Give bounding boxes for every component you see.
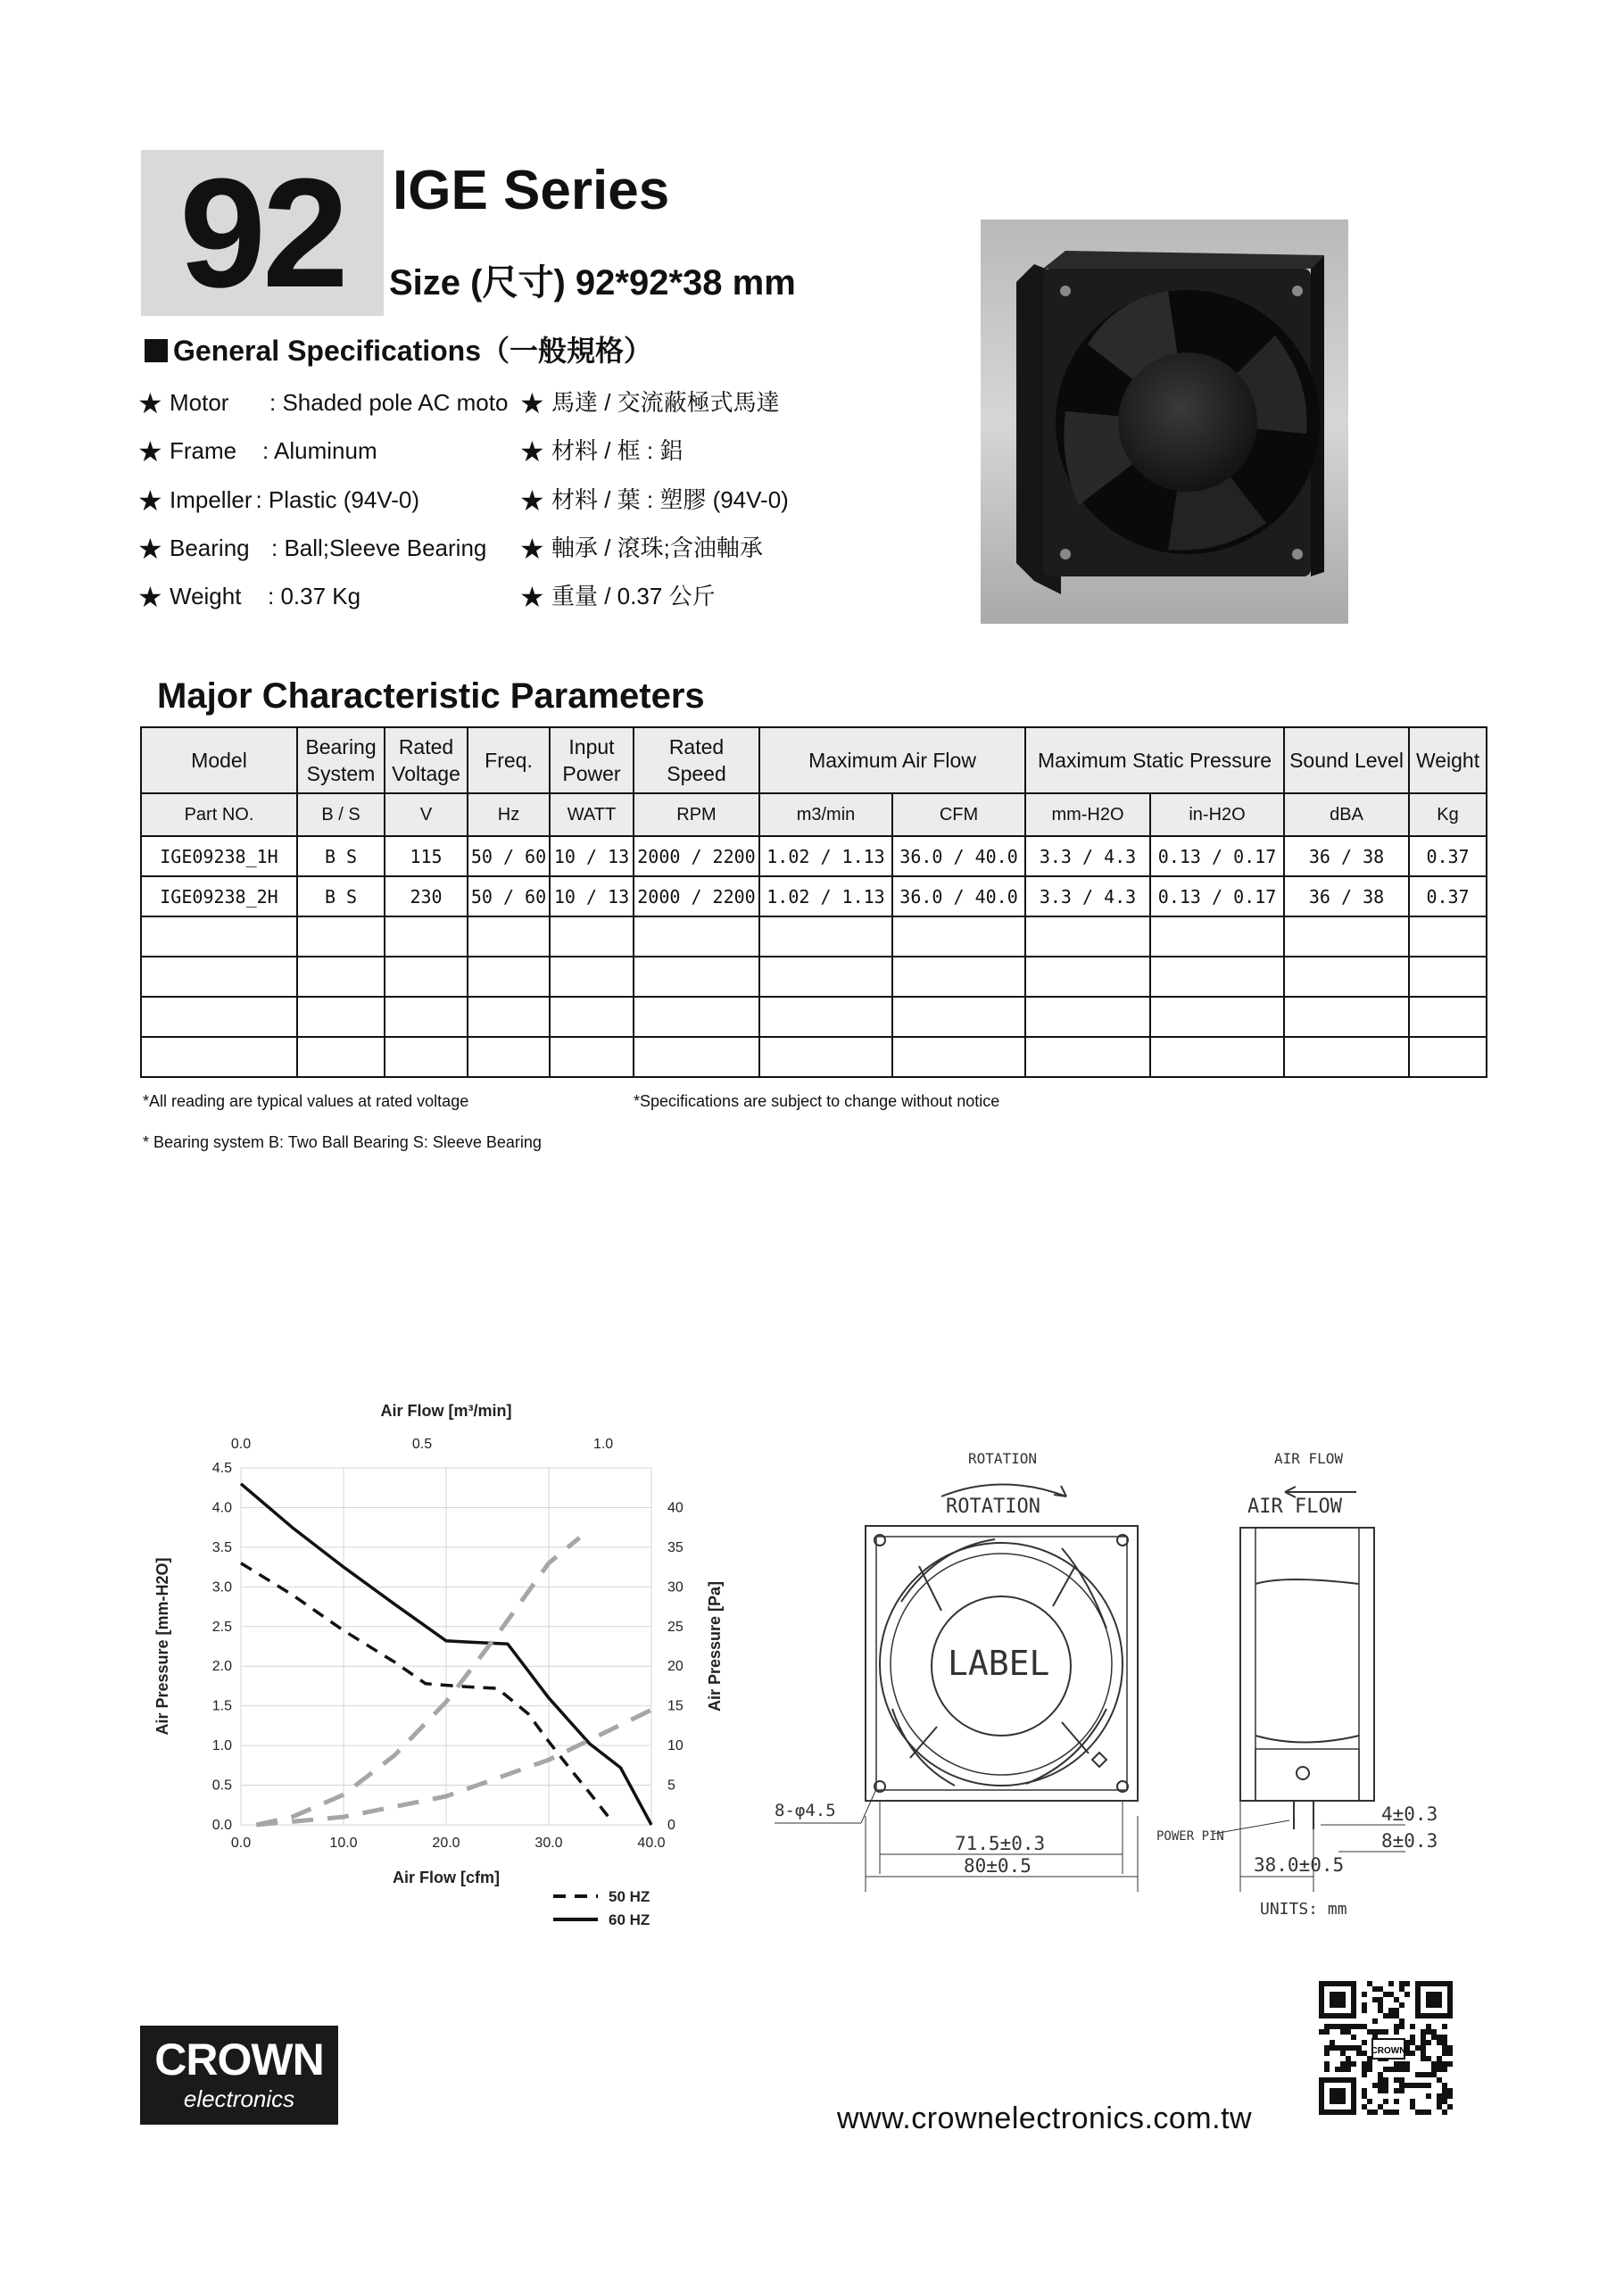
y-tick-label: 0.5 bbox=[211, 1778, 232, 1794]
empty-table-row bbox=[141, 997, 1487, 1037]
y2-tick-label: 10 bbox=[667, 1738, 684, 1754]
y-tick-label: 4.0 bbox=[211, 1500, 232, 1516]
col-voltage bbox=[385, 727, 468, 793]
note-bearing: * Bearing system B: Two Ball Bearing S: Sleeve Bearing bbox=[143, 1133, 542, 1151]
table-cell: 0.13 / 0.17 bbox=[1150, 876, 1284, 916]
unit-cell: mm-H2O bbox=[1025, 793, 1150, 836]
table-cell: 3.3 / 4.3 bbox=[1025, 876, 1150, 916]
table-cell bbox=[141, 957, 297, 997]
table-body bbox=[141, 836, 1487, 1077]
spec-bearing bbox=[137, 533, 487, 565]
table-cell: 36.0 / 40.0 bbox=[892, 876, 1025, 916]
table-cell: 2000 / 2200 bbox=[634, 836, 759, 876]
x-tick-label: 30.0 bbox=[534, 1836, 563, 1851]
col-bearing-line1: Bearing bbox=[305, 735, 377, 758]
table-cell: 2000 / 2200 bbox=[634, 876, 759, 916]
table-cell: 3.3 / 4.3 bbox=[1025, 836, 1150, 876]
top-tick-label: 0.0 bbox=[230, 1437, 252, 1452]
power-pin-label: POWER PIN bbox=[1156, 1829, 1224, 1844]
spec-motor bbox=[137, 389, 508, 417]
table-cell bbox=[892, 957, 1025, 997]
col-speed bbox=[634, 727, 759, 793]
table-cell: 230 bbox=[385, 876, 468, 916]
table-cell bbox=[759, 957, 892, 997]
col-bearing bbox=[297, 727, 385, 793]
spec-label: Bearing bbox=[170, 535, 250, 561]
series-number: 92 bbox=[179, 145, 345, 319]
table-cell bbox=[759, 916, 892, 957]
size-line: Size (尺寸) 92*92*38 mm bbox=[389, 263, 796, 303]
col-voltage-line2: Voltage bbox=[392, 762, 460, 785]
table-cell: 36 / 38 bbox=[1284, 836, 1409, 876]
note-change: *Specifications are subject to change without notice bbox=[634, 1092, 1000, 1110]
star-icon: ★ bbox=[519, 485, 545, 517]
star-icon: ★ bbox=[519, 581, 545, 613]
y2-axis-label: Air Pressure [Pa] bbox=[706, 1580, 724, 1712]
unit-cell: CFM bbox=[892, 793, 1025, 836]
table-cell: 0.37 bbox=[1409, 836, 1487, 876]
table-cell bbox=[550, 997, 634, 1037]
table-cell bbox=[1284, 997, 1409, 1037]
rotation-label: ROTATION bbox=[946, 1496, 1040, 1518]
table-cell: 36 / 38 bbox=[1284, 876, 1409, 916]
logo-sub: electronics bbox=[183, 2085, 295, 2112]
top-tick-label: 1.0 bbox=[592, 1437, 614, 1452]
table-cell: IGE09238_1H bbox=[141, 836, 297, 876]
y-tick-label: 3.5 bbox=[211, 1539, 232, 1555]
y-axis-label: Air Pressure [mm-H2O] bbox=[153, 1557, 171, 1736]
spec-frame bbox=[137, 435, 377, 468]
units-label: UNITS: mm bbox=[1260, 1900, 1347, 1919]
y2-tick-label: 30 bbox=[667, 1579, 684, 1596]
table-cell bbox=[759, 997, 892, 1037]
spec-label: Impeller bbox=[170, 486, 253, 513]
x-tick-label: 0.0 bbox=[230, 1836, 252, 1851]
table-cell: 1.02 / 1.13 bbox=[759, 876, 892, 916]
unit-cell: Hz bbox=[468, 793, 550, 836]
table-cell bbox=[297, 916, 385, 957]
table-cell: 50 / 60 bbox=[468, 836, 550, 876]
unit-cell: V bbox=[385, 793, 468, 836]
airflow-label: AIR FLOW bbox=[1247, 1496, 1342, 1518]
spec-weight bbox=[137, 581, 361, 613]
table-cell bbox=[634, 1037, 759, 1077]
table-cell: 0.13 / 0.17 bbox=[1150, 836, 1284, 876]
y2-tick-label: 40 bbox=[667, 1500, 684, 1516]
star-icon: ★ bbox=[137, 533, 163, 565]
table-cell bbox=[1284, 1037, 1409, 1077]
fan-photo bbox=[981, 220, 1348, 624]
col-freq: Freq. bbox=[468, 727, 550, 793]
table-cell bbox=[468, 916, 550, 957]
table-cell bbox=[385, 997, 468, 1037]
empty-table-row bbox=[141, 1037, 1487, 1077]
unit-cell: B / S bbox=[297, 793, 385, 836]
col-weight: Weight bbox=[1409, 727, 1487, 793]
col-speed-line1: Rated bbox=[668, 735, 725, 758]
y-tick-label: 1.0 bbox=[211, 1738, 232, 1754]
holes-dim: 8-φ4.5 bbox=[775, 1801, 836, 1820]
pq-chart bbox=[143, 1397, 732, 1950]
spec-motor-zh bbox=[519, 389, 780, 417]
table-cell bbox=[297, 1037, 385, 1077]
table-cell: B S bbox=[297, 836, 385, 876]
table-cell bbox=[141, 1037, 297, 1077]
pin-dim-2: 8±0.3 bbox=[1381, 1830, 1438, 1852]
airflow-small: AIR FLOW bbox=[1274, 1450, 1344, 1467]
table-cell bbox=[1150, 916, 1284, 957]
table-cell: 10 / 13 bbox=[550, 876, 634, 916]
table-cell: 115 bbox=[385, 836, 468, 876]
y2-tick-label: 15 bbox=[667, 1698, 684, 1714]
label-text: LABEL bbox=[948, 1644, 1050, 1683]
col-speed-line2: Speed bbox=[667, 762, 726, 785]
square-bullet-icon bbox=[145, 339, 168, 362]
logo-name: CROWN bbox=[154, 2035, 324, 2085]
y-tick-label: 0.0 bbox=[211, 1818, 232, 1833]
table-cell: 10 / 13 bbox=[550, 836, 634, 876]
table-unit-row bbox=[141, 793, 1487, 836]
spec-label: Motor bbox=[170, 389, 229, 416]
y-tick-label: 2.5 bbox=[211, 1619, 232, 1635]
unit-cell: dBA bbox=[1284, 793, 1409, 836]
depth-dim: 38.0±0.5 bbox=[1254, 1854, 1345, 1876]
star-icon: ★ bbox=[137, 485, 163, 517]
star-icon: ★ bbox=[519, 387, 545, 419]
unit-cell: m3/min bbox=[759, 793, 892, 836]
spec-impeller-zh bbox=[519, 485, 789, 517]
table-header-row bbox=[141, 727, 1487, 793]
spec-weight-zh bbox=[519, 581, 716, 613]
col-sound: Sound Level bbox=[1284, 727, 1409, 793]
table-cell: 50 / 60 bbox=[468, 876, 550, 916]
table-cell bbox=[634, 997, 759, 1037]
unit-cell: Kg bbox=[1409, 793, 1487, 836]
inner-dim: 71.5±0.3 bbox=[955, 1833, 1046, 1854]
table-cell: 0.37 bbox=[1409, 876, 1487, 916]
table-cell: 36.0 / 40.0 bbox=[892, 836, 1025, 876]
table-cell bbox=[385, 957, 468, 997]
table-cell bbox=[1150, 957, 1284, 997]
table-cell bbox=[1409, 916, 1487, 957]
spec-value: : 0.37 Kg bbox=[268, 583, 361, 609]
side-frame bbox=[1240, 1528, 1374, 1801]
star-icon: ★ bbox=[137, 581, 163, 613]
table-cell bbox=[759, 1037, 892, 1077]
params-table bbox=[140, 726, 1487, 1078]
company-logo bbox=[140, 2026, 338, 2125]
spec-bearing-zh bbox=[519, 533, 763, 565]
spec-zh-text: 重量 / 0.37 公斤 bbox=[551, 583, 716, 609]
qr-code bbox=[1317, 1972, 1454, 2128]
table-cell bbox=[550, 916, 634, 957]
table-cell bbox=[634, 916, 759, 957]
spec-value: : Ball;Sleeve Bearing bbox=[271, 535, 487, 561]
table-cell bbox=[1025, 916, 1150, 957]
legend-label: 60 HZ bbox=[609, 1911, 650, 1928]
table-cell bbox=[892, 916, 1025, 957]
unit-cell: RPM bbox=[634, 793, 759, 836]
y-tick-label: 2.0 bbox=[211, 1659, 232, 1675]
table-cell bbox=[1409, 997, 1487, 1037]
rotation-small: ROTATION bbox=[968, 1450, 1038, 1467]
table-cell: B S bbox=[297, 876, 385, 916]
table-cell bbox=[1409, 957, 1487, 997]
table-cell bbox=[1409, 1037, 1487, 1077]
top-axis-label: Air Flow [m³/min] bbox=[380, 1402, 512, 1420]
table-cell bbox=[1150, 1037, 1284, 1077]
y-tick-label: 4.5 bbox=[211, 1461, 232, 1476]
spec-label: Weight bbox=[170, 583, 242, 609]
qr-logo-text: CROWN bbox=[1371, 2046, 1406, 2056]
star-icon: ★ bbox=[137, 387, 163, 419]
params-title: Major Characteristic Parameters bbox=[157, 676, 705, 716]
general-specs-heading-text: General Specifications（一般規格） bbox=[173, 335, 653, 367]
unit-cell: WATT bbox=[550, 793, 634, 836]
general-specs-heading bbox=[145, 328, 652, 369]
table-cell bbox=[1284, 957, 1409, 997]
col-power bbox=[550, 727, 634, 793]
table-cell bbox=[468, 1037, 550, 1077]
star-icon: ★ bbox=[519, 533, 545, 565]
spec-value: : Aluminum bbox=[262, 437, 377, 464]
star-icon: ★ bbox=[519, 435, 545, 468]
spec-zh-text: 軸承 / 滾珠;含油軸承 bbox=[551, 535, 763, 561]
y2-tick-label: 5 bbox=[667, 1778, 675, 1794]
spec-value: : Plastic (94V-0) bbox=[255, 486, 419, 513]
table-cell bbox=[892, 997, 1025, 1037]
outer-dim: 80±0.5 bbox=[964, 1855, 1032, 1877]
y-tick-label: 1.5 bbox=[211, 1698, 232, 1714]
y2-tick-label: 35 bbox=[667, 1539, 684, 1555]
table-row bbox=[141, 876, 1487, 916]
table-cell bbox=[1025, 1037, 1150, 1077]
x-tick-label: 20.0 bbox=[432, 1836, 460, 1851]
legend-label: 50 HZ bbox=[609, 1888, 650, 1905]
table-cell bbox=[1150, 997, 1284, 1037]
table-cell bbox=[385, 916, 468, 957]
table-cell bbox=[892, 1037, 1025, 1077]
table-cell: IGE09238_2H bbox=[141, 876, 297, 916]
col-bearing-line2: System bbox=[306, 762, 376, 785]
star-icon: ★ bbox=[137, 435, 163, 468]
table-cell bbox=[1025, 957, 1150, 997]
table-cell bbox=[468, 997, 550, 1037]
y2-tick-label: 0 bbox=[667, 1818, 675, 1833]
y-tick-label: 3.0 bbox=[211, 1579, 232, 1596]
table-row bbox=[141, 836, 1487, 876]
spec-impeller bbox=[137, 485, 419, 517]
note-typical: *All reading are typical values at rated voltage bbox=[143, 1092, 469, 1110]
spec-frame-zh bbox=[519, 435, 684, 468]
x-axis-label: Air Flow [cfm] bbox=[393, 1869, 500, 1886]
series-title: IGE Series bbox=[393, 160, 670, 221]
empty-table-row bbox=[141, 957, 1487, 997]
website-link[interactable]: www.crownelectronics.com.tw bbox=[837, 2101, 1253, 2135]
y2-tick-label: 25 bbox=[667, 1619, 684, 1635]
table-cell bbox=[297, 957, 385, 997]
pin-dim-1: 4±0.3 bbox=[1381, 1803, 1438, 1825]
top-tick-label: 0.5 bbox=[411, 1437, 433, 1452]
table-cell bbox=[1284, 916, 1409, 957]
unit-cell: Part NO. bbox=[141, 793, 297, 836]
col-power-line1: Input bbox=[568, 735, 615, 758]
x-tick-label: 10.0 bbox=[329, 1836, 358, 1851]
col-pressure: Maximum Static Pressure bbox=[1025, 727, 1284, 793]
x-tick-label: 40.0 bbox=[637, 1836, 666, 1851]
unit-cell: in-H2O bbox=[1150, 793, 1284, 836]
empty-table-row bbox=[141, 916, 1487, 957]
spec-zh-text: 材料 / 葉 : 塑膠 (94V-0) bbox=[551, 486, 789, 513]
table-cell bbox=[297, 997, 385, 1037]
spec-zh-text: 馬達 / 交流蔽極式馬達 bbox=[551, 389, 780, 416]
spec-zh-text: 材料 / 框 : 鋁 bbox=[551, 437, 684, 464]
dimension-drawing bbox=[767, 1441, 1481, 1923]
table-cell bbox=[550, 957, 634, 997]
spec-value: : Shaded pole AC moto bbox=[269, 389, 509, 416]
spec-label: Frame bbox=[170, 437, 237, 464]
y2-tick-label: 20 bbox=[667, 1659, 684, 1675]
table-cell: 1.02 / 1.13 bbox=[759, 836, 892, 876]
col-voltage-line1: Rated bbox=[398, 735, 454, 758]
table-cell bbox=[550, 1037, 634, 1077]
table-cell bbox=[385, 1037, 468, 1077]
col-model: Model bbox=[141, 727, 297, 793]
table-cell bbox=[141, 997, 297, 1037]
table-cell bbox=[634, 957, 759, 997]
table-cell bbox=[1025, 997, 1150, 1037]
table-cell bbox=[468, 957, 550, 997]
col-power-line2: Power bbox=[562, 762, 621, 785]
table-cell bbox=[141, 916, 297, 957]
col-airflow: Maximum Air Flow bbox=[759, 727, 1025, 793]
